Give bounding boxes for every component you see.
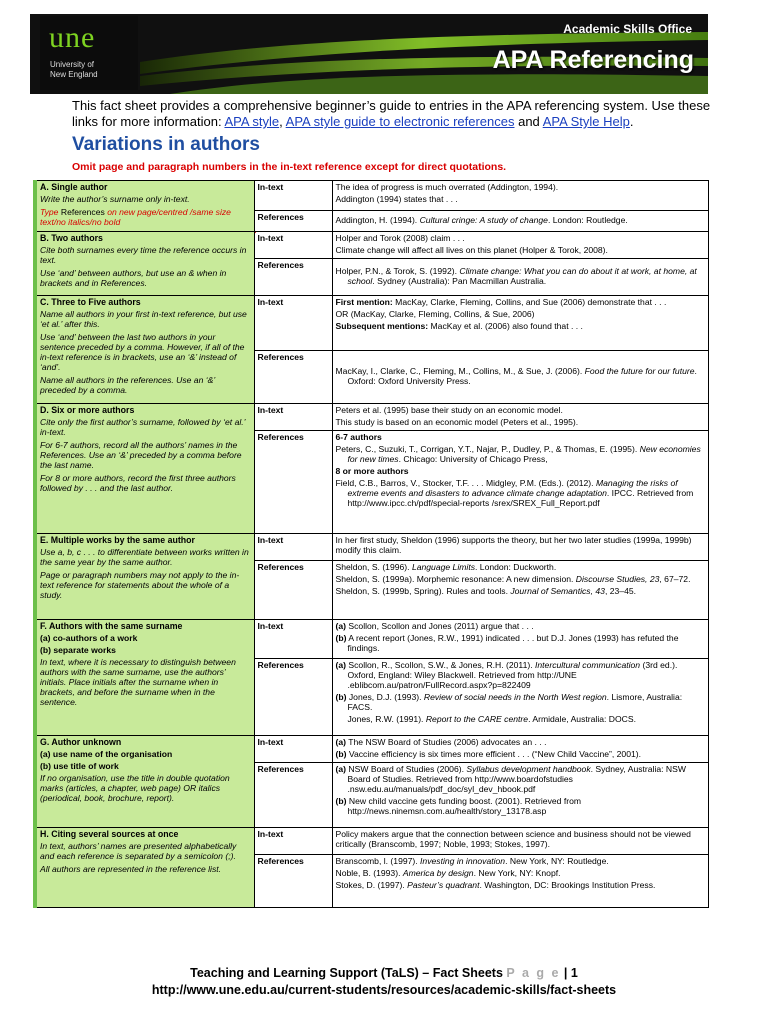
- marker: (b): [335, 749, 347, 759]
- row-note: Use ‘and’ between authors, but use an & when in brackets and in References.: [40, 268, 227, 288]
- intext-examples: [332, 296, 709, 351]
- row-note: Page or paragraph numbers may not apply to the in-text reference for statements about the whole of a study.: [40, 570, 240, 600]
- ref-part: Jones, D.J. (1993).: [346, 692, 424, 702]
- ref-title: America by design: [402, 868, 474, 878]
- intro-text: This fact sheet provides a comprehensive beginner’s guide to entries in the APA referencing system. Use these links for more information:: [72, 98, 711, 129]
- table-row: [35, 736, 709, 763]
- footer-line1: [0, 966, 768, 980]
- intext-label: In-text: [254, 828, 332, 855]
- example: Peters et al. (1995) base their study on an economic model.: [335, 405, 563, 415]
- ref-part: . IPCC. Retrieved from http://www.ipcc.ch/pdf/special-reports /srex/SREX_Full_Report.pdf: [347, 488, 694, 508]
- ref-part: . London: Duckworth.: [475, 562, 557, 572]
- row-title: F. Authors with the same surname: [40, 621, 183, 631]
- intext-examples: [332, 404, 709, 431]
- first-mention-label: First mention:: [335, 297, 393, 307]
- intext-examples: [332, 736, 709, 763]
- office-name: Academic Skills Office: [563, 22, 692, 36]
- row-title: C. Three to Five authors: [40, 297, 141, 307]
- row-note: For 6-7 authors, record all the authors’ names in the References. Use an ‘&’ preceded by a comma before the last name.: [40, 440, 242, 470]
- ref-part: . Chicago: University of Chicago Press,: [398, 454, 548, 464]
- marker: (a): [335, 660, 347, 670]
- row-note: For 8 or more authors, record the first three authors followed by . . . and the last author.: [40, 473, 236, 493]
- references-label: References: [254, 431, 332, 534]
- example: A recent report (Jones, R.W., 1991) indicated . . . but D.J. Jones (1993) has refuted the findings.: [346, 633, 679, 653]
- authors-table: [33, 180, 709, 908]
- row-d-description: [35, 404, 254, 534]
- subheading: 8 or more authors: [335, 466, 409, 476]
- reference-examples: [332, 855, 709, 908]
- note-red: Type: [40, 207, 61, 217]
- marker: (a): [335, 737, 347, 747]
- table-row: [35, 404, 709, 431]
- ref-part: Sheldon, S. (1999a). Morphemic resonance: A new dimension.: [335, 574, 576, 584]
- subsequent-mention-label: Subsequent mentions:: [335, 321, 429, 331]
- marker: (a): [335, 764, 347, 774]
- ref-part: Sheldon, S. (1996).: [335, 562, 412, 572]
- ref-part: Holper, P.N., & Torok, S. (1992).: [335, 266, 460, 276]
- marker: (b): [335, 633, 347, 643]
- example: The idea of progress is much overrated (Addington, 1994).: [335, 182, 559, 192]
- intext-examples: [332, 828, 709, 855]
- intext-label: In-text: [254, 534, 332, 561]
- references-label: References: [254, 259, 332, 296]
- ref-part: Addington, H. (1994).: [335, 215, 420, 225]
- note-plain: References: [60, 207, 105, 217]
- ref-part: NSW Board of Studies (2006).: [346, 764, 467, 774]
- table-row: [35, 181, 709, 211]
- reference-examples: [332, 351, 709, 404]
- logo-sub2: New England: [50, 70, 98, 79]
- omit-note: Omit page and paragraph numbers in the in-text reference except for direct quotations.: [72, 161, 507, 173]
- ref-part: . London: Routledge.: [547, 215, 628, 225]
- ref-title: Cultural cringe: A study of change: [419, 215, 548, 225]
- example: This study is based on an economic model (Peters et al., 1995).: [335, 417, 579, 427]
- references-label: References: [254, 855, 332, 908]
- row-note: Use a, b, c . . . to differentiate between works written in the same year by the same author.: [40, 547, 249, 567]
- ref-title: Report to the CARE centre: [425, 714, 529, 724]
- intext-label: In-text: [254, 232, 332, 259]
- intro-end: .: [629, 114, 634, 129]
- reference-examples: [332, 211, 709, 232]
- example: In her first study, Sheldon (1996) supports the theory, but her two later studies (1999a, 1999b) modify this claim.: [335, 535, 692, 555]
- table-row: [35, 296, 709, 351]
- intro-paragraph: [72, 98, 712, 130]
- example: MacKay et al. (2006) also found that . . .: [428, 321, 583, 331]
- intext-label: In-text: [254, 404, 332, 431]
- row-title: B. Two authors: [40, 233, 103, 243]
- ref-part: . Sydney (Australia): Pan Macmillan Australia.: [372, 276, 547, 286]
- example: Addington (1994) states that . . .: [335, 194, 458, 204]
- ref-part: Stokes, D. (1997).: [335, 880, 408, 890]
- row-note: Cite only the first author’s surname, followed by ‘et al.’ in-text.: [40, 417, 246, 437]
- table-row: [35, 534, 709, 561]
- row-subheading: (b) separate works: [40, 645, 116, 655]
- intext-label: In-text: [254, 736, 332, 763]
- logo-text: une: [49, 21, 96, 54]
- ref-part: , 23–45.: [604, 586, 637, 596]
- row-title: A. Single author: [40, 182, 108, 192]
- ref-title: Syllabus development handbook: [466, 764, 591, 774]
- ref-title: Intercultural communication: [535, 660, 641, 670]
- ref-part: MacKay, I., Clarke, C., Fleming, M., Collins, M., & Sue, J. (2006).: [335, 366, 585, 376]
- row-g-description: [35, 736, 254, 828]
- ref-part: , 67–72.: [659, 574, 691, 584]
- ref-part: Field, C.B., Barros, V., Stocker, T.F. . . . Midgley, P.M. (Eds.). (2012).: [335, 478, 596, 488]
- ref-title: Discourse Studies, 23: [575, 574, 660, 584]
- reference-examples: [332, 561, 709, 620]
- row-note: Cite both surnames every time the reference occurs in text.: [40, 245, 247, 265]
- row-b-description: [35, 232, 254, 296]
- intext-label: In-text: [254, 181, 332, 211]
- header-banner: [30, 14, 708, 94]
- row-c-description: [35, 296, 254, 404]
- marker: (b): [335, 796, 347, 806]
- row-title: E. Multiple works by the same author: [40, 535, 195, 545]
- row-subheading: (b) use title of work: [40, 761, 119, 771]
- ref-title: Food the future for our future: [584, 366, 695, 376]
- ref-part: New child vaccine gets funding boost. (2001). Retrieved from http://news.ninemsn.com.au/health/story_13178.asp: [346, 796, 582, 816]
- row-subheading: (a) co-authors of a work: [40, 633, 138, 643]
- ref-part: (3rd ed.). Oxford, England: Wiley Blackwell. Retrieved from http://UNE .eblibcom.au/patron/FullRecord.aspx?p=822409: [347, 660, 678, 690]
- references-label: References: [254, 763, 332, 828]
- ref-title: Language Limits: [411, 562, 476, 572]
- intext-examples: [332, 534, 709, 561]
- link-apa-help[interactable]: APA Style Help: [542, 114, 630, 129]
- row-note: In text, authors’ names are presented alphabetically and each reference is separated by a semicolon (;).: [40, 841, 237, 861]
- references-label: References: [254, 351, 332, 404]
- reference-examples: [332, 659, 709, 736]
- example: OR (MacKay, Clarke, Fleming, Collins, & Sue, 2006): [335, 309, 535, 319]
- row-note: If no organisation, use the title in double quotation marks (articles, a chapter, web page) OR italics (periodical, book, brochure, report).: [40, 773, 230, 803]
- ref-part: Noble, B. (1993).: [335, 868, 403, 878]
- example: Climate change will affect all lives on this planet (Holper & Torok, 2008).: [335, 245, 608, 255]
- row-h-description: [35, 828, 254, 908]
- example: Holper and Torok (2008) claim . . .: [335, 233, 465, 243]
- references-label: References: [254, 211, 332, 232]
- ref-title: Investing in innovation: [420, 856, 506, 866]
- ref-part: Peters, C., Suzuki, T., Corrigan, Y.T., Najar, P., Dudley, P., & Thomas, E. (1995).: [335, 444, 640, 454]
- row-a-description: [35, 181, 254, 232]
- intext-examples: [332, 181, 709, 211]
- row-title: G. Author unknown: [40, 737, 122, 747]
- row-note: Write the author’s surname only in-text.: [40, 194, 190, 204]
- intext-examples: [332, 232, 709, 259]
- ref-part: . Lismore, Australia: FACS.: [347, 692, 683, 712]
- example: Scollon, Scollon and Jones (2011) argue that . . .: [346, 621, 534, 631]
- ref-title: New economies for new times: [347, 444, 701, 464]
- link-apa-style[interactable]: APA style: [224, 114, 280, 129]
- une-logo: [40, 16, 138, 90]
- row-title: H. Citing several sources at once: [40, 829, 179, 839]
- marker: (a): [335, 621, 347, 631]
- ref-part: Jones, R.W. (1991).: [347, 714, 426, 724]
- intext-label: In-text: [254, 296, 332, 351]
- reference-examples: [332, 259, 709, 296]
- reference-examples: [332, 431, 709, 534]
- banner-title: APA Referencing: [492, 46, 694, 74]
- intro-sep2: and: [514, 114, 543, 129]
- ref-part: Branscomb, l. (1997).: [335, 856, 421, 866]
- marker: (b): [335, 692, 347, 702]
- row-note: In text, where it is necessary to distinguish between authors with the same surname, use the authors’ initials. Place initials after the surname when in brackets, and before the surname when in the sentence.: [40, 657, 236, 707]
- footer-page-number: | 1: [560, 966, 578, 980]
- section-title: Variations in authors: [72, 134, 260, 155]
- logo-subtitle: [50, 60, 98, 80]
- ref-part: . New York, NY: Routledge.: [505, 856, 609, 866]
- row-f-description: [35, 620, 254, 736]
- reference-examples: [332, 763, 709, 828]
- ref-title: Managing the risks of extreme events and disasters to advance climate change adaptation: [347, 478, 678, 498]
- row-note: Name all authors in the references. Use an ‘&’ preceded by a comma.: [40, 375, 215, 395]
- footer-page-label: P a g e: [506, 966, 561, 980]
- logo-sub1: University of: [50, 60, 95, 69]
- link-apa-electronic[interactable]: APA style guide to electronic references: [285, 114, 515, 129]
- ref-title: Pasteur’s quadrant: [407, 880, 480, 890]
- references-label: References: [254, 659, 332, 736]
- row-subheading: (a) use name of the organisation: [40, 749, 173, 759]
- table-row: [35, 620, 709, 659]
- ref-part: . Oxford: Oxford University Press.: [347, 366, 697, 386]
- row-note: All authors are represented in the reference list.: [40, 864, 222, 874]
- example: Vaccine efficiency is six times more efficient . . . (“New Child Vaccine”, 2001).: [346, 749, 642, 759]
- ref-title: Journal of Semantics, 43: [510, 586, 605, 596]
- row-title: D. Six or more authors: [40, 405, 135, 415]
- row-note: Use ‘and’ between the last two authors in your sentence preceded by a comma. However, if all of the in-text reference is in brackets, use an ‘&’ instead of ‘and’.: [40, 332, 245, 372]
- example: MacKay, Clarke, Fleming, Collins, and Sue (2006) demonstrate that . . .: [392, 297, 667, 307]
- footer-url[interactable]: http://www.une.edu.au/current-students/resources/academic-skills/fact-sheets: [151, 983, 617, 997]
- references-label: References: [254, 561, 332, 620]
- example: The NSW Board of Studies (2006) advocates an . . .: [346, 737, 547, 747]
- intext-label: In-text: [254, 620, 332, 659]
- ref-part: . Armidale, Australia: DOCS.: [528, 714, 636, 724]
- ref-part: Scollon, R., Scollon, S.W., & Jones, R.H. (2011).: [346, 660, 535, 670]
- row-note: Name all authors in your first in-text reference, but use ‘et al.’ after this.: [40, 309, 247, 329]
- ref-part: . New York, NY: Knopf.: [473, 868, 561, 878]
- subheading: 6-7 authors: [335, 432, 382, 442]
- footer-text: Teaching and Learning Support (TaLS) – Fact Sheets: [190, 966, 507, 980]
- ref-title: Review of social needs in the North West region: [423, 692, 607, 702]
- note-red: on new page/centred /same size text/no italics/no bold: [40, 207, 231, 227]
- table-row: [35, 232, 709, 259]
- table-row: [35, 828, 709, 855]
- example: Policy makers argue that the connection between science and business should not be viewed critically (Branscomb, 1997; Noble, 1993; Stokes, 1997).: [335, 829, 691, 849]
- row-e-description: [35, 534, 254, 620]
- intext-examples: [332, 620, 709, 659]
- intro-sep1: ,: [279, 114, 286, 129]
- ref-part: . Washington, DC: Brookings Institution Press.: [479, 880, 656, 890]
- ref-part: Sheldon, S. (1999b, Spring). Rules and tools.: [335, 586, 511, 596]
- ref-title: Climate change: What you can do about it at work, at home, at school: [347, 266, 697, 286]
- ref-part: . Sydney, Australia: NSW Board of Studies. Retrieved from http://www.boardofstudies .nsw.edu.au/manuals/pdf_doc/syl_dev_hbook.pdf: [347, 764, 686, 794]
